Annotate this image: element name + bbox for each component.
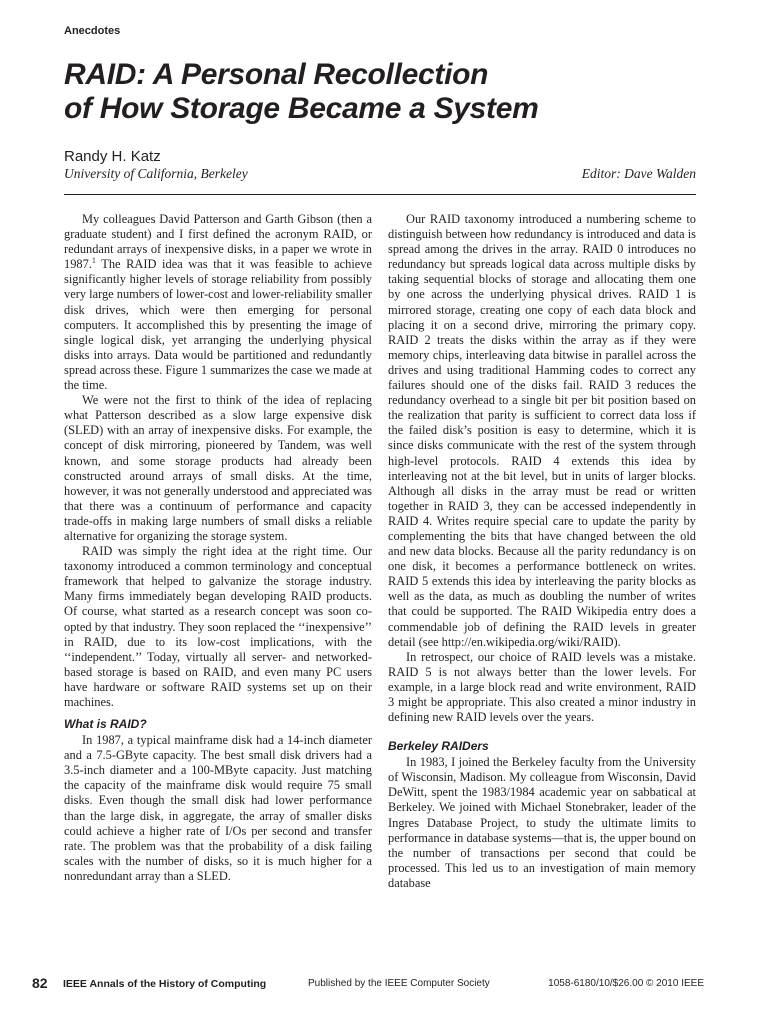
issn-copyright: 1058-6180/10/$26.00 © 2010 IEEE <box>548 978 704 989</box>
section-heading: Berkeley RAIDers <box>388 739 489 754</box>
body-paragraph: Our RAID taxonomy introduced a numbering scheme to distinguish between how redundancy is introduced and data is spread among the drives in the array. RAID 0 introduces no redundancy but spreads logical data across multiple disks by taking sequential blocks of storage and allocating them one by one across the underlying physical drives. RAID 1 is mirrored storage, creating one copy of each data block and placing it on a second drive, mirroring the primary copy. RAID 2 treats the disks within the array as if they were memory chips, interleaving data bitwise in parallel across the drives and using traditional Hamming codes to correct any failures should one of the disks fail. RAID 3 reduces the redundancy overhead to a single bit per bit position based on the realization that parity is sufficient to correct data loss if the failed disk’s position is easy to determine, which it is since disks communicate with the rest of the system through high-level protocols. RAID 4 extends this idea by interleaving not at the bit level, but in units of larger blocks. Although all disks in the array must be read or written together in RAID 3, they can be accessed independently in RAID 4. Writes require special care to update the parity by complementing the bits that have changed between the old and new data blocks. Because all the parity redundancy is on one disk, it becomes a performance bottleneck on writes. RAID 5 extends this idea by interleaving the parity blocks as well as the data, as much as doubling the number of writes that could be supported. The RAID Wikipedia entry does a commendable job of defining the RAID levels in greater detail (see http://en.wikipedia.org/wiki/RAID). <box>388 212 696 649</box>
body-paragraph: RAID was simply the right idea at the right time. Our taxonomy introduced a common terminology and conceptual framework that helped to galvanize the storage industry. Many firms immediately began developing RAID products. Of course, what started as a research concept was soon co-opted by that industry. They soon replaced the ‘‘inexpensive’’ in RAID, due to its low-cost implications, with the ‘‘independent.’’ Today, virtually all server- and networked-based storage is based on RAID, and even many PC users have hardware or software RAID systems set up on their machines. <box>64 544 372 709</box>
author-name: Randy H. Katz <box>64 148 161 165</box>
article-title-line-2: of How Storage Became a System <box>64 92 539 125</box>
reference-marker: 1 <box>91 256 96 266</box>
body-paragraph: In retrospect, our choice of RAID levels was a mistake. RAID 5 is not always better than the lower levels. For example, in a large block read and write environment, RAID 3 might be appropriate. This also created a minor industry in defining new RAID levels over the years. <box>388 649 696 725</box>
author-affiliation: University of California, Berkeley <box>64 166 248 181</box>
section-heading: What is RAID? <box>64 717 147 732</box>
body-paragraph: We were not the first to think of the idea of replacing what Patterson described as a slow large expensive disk (SLED) with an array of inexpensive disks. For example, the concept of disk mirroring, pioneered by Tandem, was well known, and some storage products had already been constructed around arrays of small disks. At the time, however, it was not generally understood and appreciated was that there was a continuum of performance and capacity trade-offs in making large numbers of small disks a reliable alternative for organizing the storage system. <box>64 393 372 543</box>
header-divider <box>64 194 696 195</box>
section-label: Anecdotes <box>64 25 121 37</box>
article-title-line-1: RAID: A Personal Recollection <box>64 58 489 91</box>
right-column <box>388 212 696 891</box>
body-text: The RAID idea was that it was feasible to achieve significantly higher levels of storage reliability from possibly very large numbers of lower-cost and lower-reliability smaller disk drives, which were then emerging for personal computers. It accomplished this by presenting the image of single logical disk, yet arranging the underlying physical disks into arrays. Data would be partitioned and redundantly spread across these. Figure 1 summarizes the case we made at the time. <box>64 257 372 393</box>
publisher-line: Published by the IEEE Computer Society <box>308 978 490 989</box>
left-column <box>64 212 372 884</box>
page-footer <box>32 975 704 997</box>
body-paragraph <box>64 212 372 393</box>
editor-credit: Editor: Dave Walden <box>581 166 696 181</box>
body-paragraph: In 1983, I joined the Berkeley faculty from the University of Wisconsin, Madison. My colleague from Wisconsin, David DeWitt, spent the 1983/1984 academic year on sabbatical at Berkeley. We joined with Michael Stonebraker, leader of the Ingres Database Project, to study the ultimate limits to performance in database systems—that is, the upper bound on the number of transactions per second that could be processed. This led us to an investigation of main memory database <box>388 755 696 890</box>
journal-name: IEEE Annals of the History of Computing <box>63 978 267 990</box>
page-number: 82 <box>32 975 48 991</box>
body-paragraph: In 1987, a typical mainframe disk had a 14-inch diameter and a 7.5-GByte capacity. The best small disk drivers had a 3.5-inch diameter and a 100-MByte capacity. Just matching the capacity of the mainframe disk would require 75 small disks. Even though the small disk had lower performance than the large disk, in aggregate, the array of smaller disks could achieve a higher rate of I/Os per second and transfer rate. The problem was that the probability of a disk failing scales with the number of disks, so it is much higher for a nonredundant array than a SLED. <box>64 733 372 883</box>
body-text: My colleagues David Patterson and Garth Gibson (then a graduate student) and I first defined the acronym RAID, or redundant arrays of inexpensive disks, in a paper we wrote in 1987. <box>64 212 372 272</box>
article-title <box>64 58 704 126</box>
